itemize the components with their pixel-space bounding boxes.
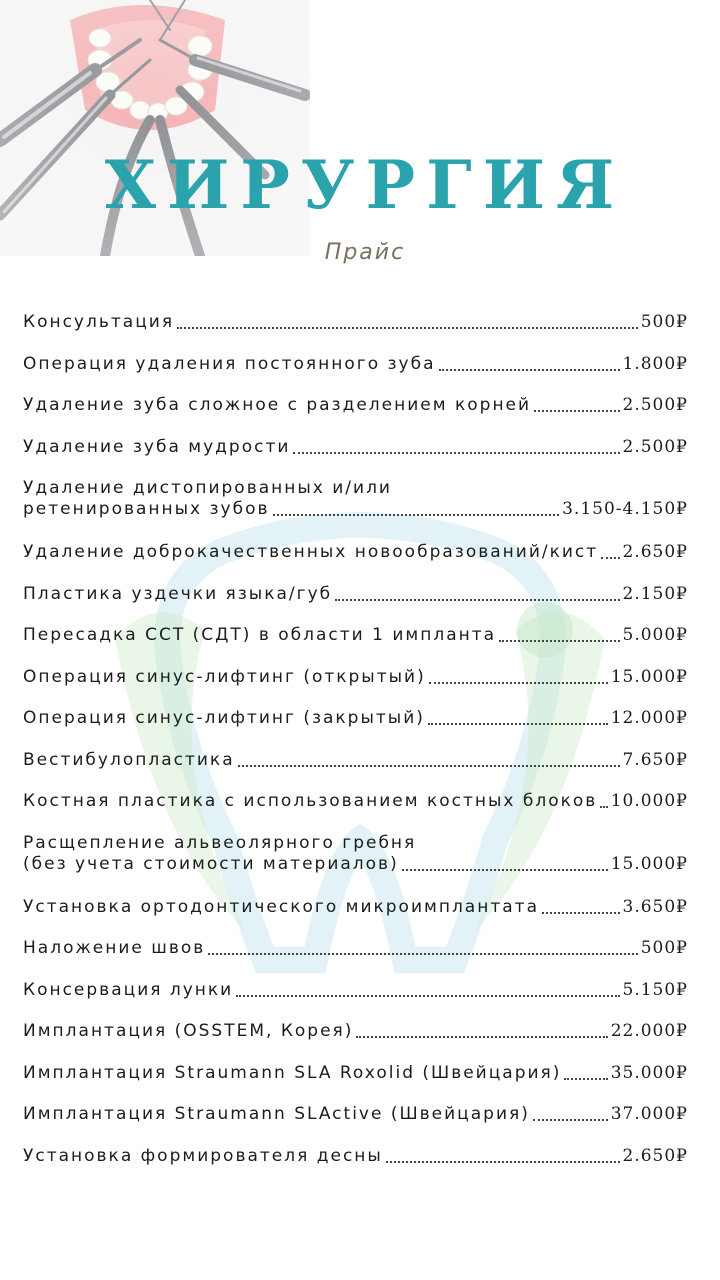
price-item [23,354,688,375]
price-item [23,667,688,688]
service-price: 37.000₽ [610,1104,688,1124]
price-item [23,708,688,729]
price-item [23,542,688,563]
service-price: 12.000₽ [610,708,688,728]
dot-leader [439,369,620,371]
dot-leader [208,953,637,955]
dot-leader [236,995,619,997]
service-name: Имплантация Straumann SLActive (Швейцария) [23,1104,530,1124]
service-price: 2.500₽ [622,395,688,415]
price-item [23,791,688,812]
service-name: Удаление доброкачественных новообразований/кист [23,542,599,562]
service-name-line1: Удаление дистопированных и/или [23,478,392,498]
service-name: Консультация [23,312,175,332]
price-item [23,1104,688,1125]
service-name: Удаление зуба сложное с разделением корней [23,395,532,415]
service-name: (без учета стоимости материалов) [23,853,399,874]
price-item [23,980,688,1001]
service-price: 22.000₽ [610,1021,688,1041]
service-name: Пластика уздечки языка/губ [23,583,333,604]
dot-leader [293,452,619,454]
service-name: Наложение швов [23,938,206,958]
service-name-line1: Расщепление альвеолярного гребня [23,832,417,853]
dot-leader [386,1161,620,1163]
page-title: ХИРУРГИЯ [104,146,626,224]
dot-leader [238,765,620,767]
service-name: Операция удаления постоянного зуба [23,353,436,374]
price-list [23,312,688,1187]
service-price: 500₽ [640,938,688,958]
dot-leader [428,723,608,725]
service-price: 3.150-4.150₽ [562,499,688,519]
service-name: Имплантация Straumann SLA Roxolid (Швейцария) [23,1062,562,1083]
price-item [23,437,688,458]
dot-leader [273,514,560,516]
service-price: 2.650₽ [622,1145,688,1166]
price-item [23,833,688,875]
service-price: 5.150₽ [622,979,688,1000]
service-price: 2.500₽ [622,436,688,457]
price-item [23,1063,688,1084]
service-name: Костная пластика с использованием костных блоков [23,791,598,811]
price-item [23,1146,688,1167]
dot-leader [534,410,619,412]
service-name: Пересадка ССТ (СДТ) в области 1 импланта [23,625,497,645]
service-name: Вестибулопластика [23,749,235,770]
price-item [23,897,688,918]
service-name: Имплантация (OSSTEM, Корея) [23,1021,354,1041]
dot-leader [600,806,607,808]
service-name: ретенированных зубов [23,499,270,519]
service-name: Консервация лунки [23,979,234,1000]
service-price: 3.650₽ [622,896,688,917]
service-name: Установка формирователя десны [23,1145,383,1166]
dot-leader [356,1036,607,1038]
service-price: 2.650₽ [622,542,688,562]
service-price: 5.000₽ [622,625,688,645]
price-item [23,395,688,416]
service-name: Удаление зуба мудрости [23,436,291,457]
price-item [23,938,688,959]
dot-leader [564,1078,607,1080]
price-item [23,312,688,333]
service-name: Операция синус-лифтинг (открытый) [23,666,426,687]
service-name: Установка ортодонтического микроимплантата [23,896,539,917]
service-price: 15.000₽ [610,853,688,874]
dot-leader [533,1119,608,1121]
service-price: 2.150₽ [622,583,688,604]
service-price: 10.000₽ [610,791,688,811]
service-price: 500₽ [640,312,688,332]
dot-leader [335,599,619,601]
price-item [23,750,688,771]
dot-leader [499,640,619,642]
page-subtitle: Прайс [324,240,406,265]
service-price: 7.650₽ [622,749,688,770]
dot-leader [601,557,619,559]
service-price: 1.800₽ [622,353,688,374]
dot-leader [402,869,608,871]
service-name: Операция синус-лифтинг (закрытый) [23,708,425,728]
price-item [23,584,688,605]
price-item [23,625,688,646]
service-price: 35.000₽ [610,1062,688,1083]
dot-leader [177,327,638,329]
dot-leader [429,682,608,684]
price-item [23,478,688,520]
price-item [23,1021,688,1042]
service-price: 15.000₽ [610,666,688,687]
dot-leader [542,912,620,914]
